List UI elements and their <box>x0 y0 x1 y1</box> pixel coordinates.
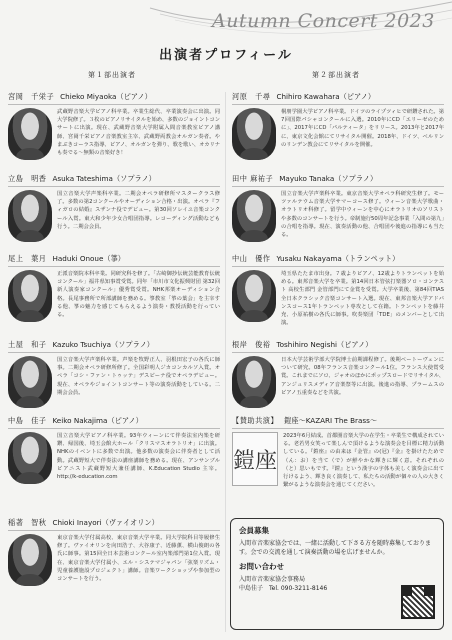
performer-name-en: Chihiro Kawahara <box>276 92 340 101</box>
performer-photo <box>8 534 52 586</box>
performer-name-en: Mayuko Tanaka <box>279 174 335 183</box>
performer-photo <box>232 356 276 408</box>
member-recruitment-box <box>230 518 444 630</box>
performer-instrument: （ソプラノ） <box>334 174 378 183</box>
performer-name-en: Asuka Tateshima <box>52 174 113 183</box>
column-divider <box>225 92 226 632</box>
performer-name-en: Yusaku Nakayama <box>276 254 342 263</box>
performer-profile <box>232 254 444 327</box>
performer-bio: 国立音楽大学声楽科卒業。二期会オペラ研修所マスタークラス修了。多数の第2コンクールやオーディション合格・出演。オペラ『フィガロの結婚』スザンナ役でデビュー。第30回ソレイユ音楽コンクール入賞。東大和少年少女合唱団指導。レコーディング活動なども行う。二期会会員。 <box>57 191 220 230</box>
performer-instrument: （ピアノ） <box>337 340 373 349</box>
performer-instrument: （ヴァイオリン） <box>101 518 159 527</box>
performer-name-en: Chieko Miyaoka <box>60 92 117 101</box>
part2-heading: 第２部出演者 <box>312 71 360 79</box>
performer-profile <box>8 416 220 484</box>
performer-name-en: Keiko Nakajima <box>52 416 108 425</box>
performer-bio: 埼玉県たたま市出身。７歳よりピアノ、12歳よりトランペットを始める。東邦音楽大学を卒業。第14回日本管弦打楽器ソロ・コンテスト 高校生部門 金管部門にて金賞を受賞。大学卒業後、第84回TIAS全日本クラシック音楽コンサート入選。現在、東邦音楽大学アドバンスコース1年トランペット専攻として在籍。トランペットを藤井 充、小原祐樹の各氏に師事。吹奏楽団「TDE」のメンバーとして出演。 <box>281 271 444 327</box>
performer-bio: 正派音楽院本科卒業。同研究科を修了。「古崎御抄伝統芸能教育伝統コンクール」福井県知事賞受賞。同年「市川市文化振興財団 第32回新人演奏家コンクール」優秀賞受賞。NHK邦楽オーディション合格。長尾事務所で所部講師を務める。箏教室「箏の葉会」を主宰する他、箏の魅力を感じてもらえるよう演奏・教授活動を行っている。 <box>57 271 220 319</box>
performer-instrument: （トランペット） <box>341 254 400 263</box>
recruitment-heading: 会員募集 <box>239 526 269 535</box>
contact-heading: お問い合わせ <box>239 562 284 571</box>
performer-bio: 東京音楽大学付属高校、東京音楽大学卒業。同大学院科目等履修生修了。ヴァイオリンを向田浩子、大谷康子、近藤薫、横山俊朗の各氏に師事。第15回全日本芸術コンクール室内楽部門第1位入賞。現在、東京音楽大学付属小、エル・システマジャパン「弦楽リズム・児童養護施設プロジェクト」講師。音楽ワークショップや参加型のコンサートを行う。 <box>57 535 220 583</box>
performer-name-jp: 根岸 俊裕 <box>232 340 271 349</box>
performer-name-en: Haduki Onoue <box>52 254 104 263</box>
performer-photo <box>8 190 52 242</box>
performer-photo <box>8 270 52 322</box>
performer-profile <box>8 340 220 408</box>
performer-profile <box>8 92 220 160</box>
ensemble-name: 鎧座〜KAZARI The Brass〜 <box>284 416 378 425</box>
performer-instrument: （箏） <box>103 254 125 263</box>
performer-bio: 国立音楽大学声楽科卒業。東京音楽大学オペラ科研究生修了。モーツァルテウム音楽大学サマーコース修了。ウィーン音楽大学歌曲・オラトリオ科修了。留学中ウィーンを中心にオラトリオのソリストや多数のコンサートを行う。帝制施行50周年記念事業「入間の第九」の合唱を指導。現在、演奏活動の他、合唱団や後進の指導にも当たる。 <box>281 191 444 239</box>
contact-phone: 中島佳子 Tel. 090-3211-8146 <box>239 585 328 592</box>
concert-title: Autumn Concert 2023 <box>212 10 435 32</box>
performer-bio: 国立音楽大学声楽科卒業。声楽を牧野正人、羽根田宏子の各氏に師事。二期会オペラ研修所修了。全国彩明人ジカコンカルソ入賞。オペラ「コシ・ファン・トゥッテ」デスピーナ役でオペラデビュー。現在、オペラやジョイントコンサート等の演奏活動をしている。二期会会員。 <box>57 357 220 396</box>
performer-name-en: Chioki Inayori <box>52 518 102 527</box>
ensemble-logo: 鎧座 <box>232 432 278 486</box>
performer-instrument: （ピアノ） <box>116 92 152 101</box>
part1-heading: 第１部出演者 <box>88 71 136 79</box>
performer-instrument: （ピアノ） <box>107 416 143 425</box>
performer-photo <box>8 356 52 408</box>
performer-name-jp: 田中 麻祐子 <box>232 174 274 183</box>
performer-name-jp: 尾上 葉月 <box>8 254 47 263</box>
performer-instrument: （ピアノ） <box>339 92 376 101</box>
performer-instrument: （ソプラノ） <box>112 174 156 183</box>
guest-label: 【賛助共演】 <box>232 416 279 425</box>
performer-photo <box>8 108 52 160</box>
guest-ensemble-profile <box>232 416 444 489</box>
performer-name-en: Toshihiro Negishi <box>276 340 338 349</box>
performer-name-jp: 土屋 和子 <box>8 340 47 349</box>
performer-name-jp: 中島 佳子 <box>8 416 47 425</box>
qr-code-icon[interactable] <box>401 585 435 619</box>
performer-profile <box>232 174 444 242</box>
performer-name-jp: 宮岡 千栄子 <box>8 92 55 101</box>
performer-photo <box>8 432 52 484</box>
performer-profile <box>8 174 220 242</box>
performer-name-en: Kazuko Tsuchiya <box>52 340 112 349</box>
performer-profile <box>232 92 444 160</box>
performer-instrument: （ソプラノ） <box>111 340 154 349</box>
performer-photo <box>232 108 276 160</box>
recruitment-text: 入間市音楽家協会では、一緒に活動して下さる方を随時募集しております。会での交流を通して演奏活動の場を広げませんか。 <box>239 540 432 556</box>
performer-name-jp: 中山 優作 <box>232 254 271 263</box>
performer-profile <box>8 254 220 322</box>
ensemble-bio: 2023年6月結成。首都圏音楽大学の在学生・卒業生で構成されている。老若男女笑って楽しんで頂けるような演奏会を目標に精力活動している。『鎧座』の由来は『金管』の(冠)『金』を掛けたためで（ん：お）を当て（で）が鮮やかな輝きに輝く意。それぞれの（と）思いもです。『鎧』という漢字の字体も美しく演奏会に出て行けるよう、輝き良く演奏して、私たちの活動が個々の人の大きく繋がるような演奏会を通じてください。 <box>283 433 444 489</box>
performer-name-jp: 河原 千尋 <box>232 92 271 101</box>
performer-bio: 桐朋学園大学ピアノ科卒業。ドイツのライプツィヒで研鑽された。第7回国際パシャコンクールに入選。2010年にCD「エリーゼのために」、2017年にCD「パルティータ」をリリース。2013年と2017年に、東京文化会館にてリサイタル開催。2018年、ドイツ、ベルリンのリンデン教会にてリサイタルを開催。 <box>281 109 444 148</box>
performer-bio: 日本大学芸術学部大学院博士前期課程修了。後期ベートーヴェンについて研究。08年フランス音楽コンクール1位。フランス大使賞受賞。これまでにソロ、ジャオのほかにポップスロードでリサイタル、アンジュリスメディア音楽祭等に出演。後進の指導、プラームスのピアノ五重奏などを共演。 <box>281 357 444 396</box>
performer-name-jp: 立島 明香 <box>8 174 47 183</box>
performer-photo <box>232 190 276 242</box>
performer-photo <box>232 270 276 322</box>
performer-bio: 武蔵野音楽大学ピアノ科卒業。卒業生総代、卒業演奏会に出演。同大学院修了。３枚のピアノリサイタルを始め、多数のジョイントコンサートに出演。現在、武蔵野音楽大学附属入間音楽教室ピアノ講師、宮岡千栄ピアノ音楽教室主宰、武蔵野両教会オルガン奏者。やまぶきコーラス指導、ピアノ、オルガンを弾り、歌を歌い、オカリナも奏でる〜無類の音楽好き！ <box>57 109 220 157</box>
performer-profile <box>8 518 220 586</box>
performer-bio: 国立音楽大学ピアノ科卒業。93年ウィーンにて伴奏法室内楽を研鑽、帰国後、埼玉会館大ホール「クリスマスオラトリオ」に出演。NHKのイベントに多数で出演。他多数の演奏会に伴奏者として活動。武蔵野短大で伴奏法の講座講師を務める。現在、アンサンブルピアニスト武蔵野短大兼任講師、K.Education Studio 主宰。http://k-education.com <box>57 433 220 481</box>
contact-org: 入間市音楽家協会事務局 <box>239 576 306 583</box>
performer-profile <box>232 340 444 408</box>
performer-name-jp: 稲著 智秋 <box>8 518 47 527</box>
page-title: 出演者プロフィール <box>159 48 293 63</box>
